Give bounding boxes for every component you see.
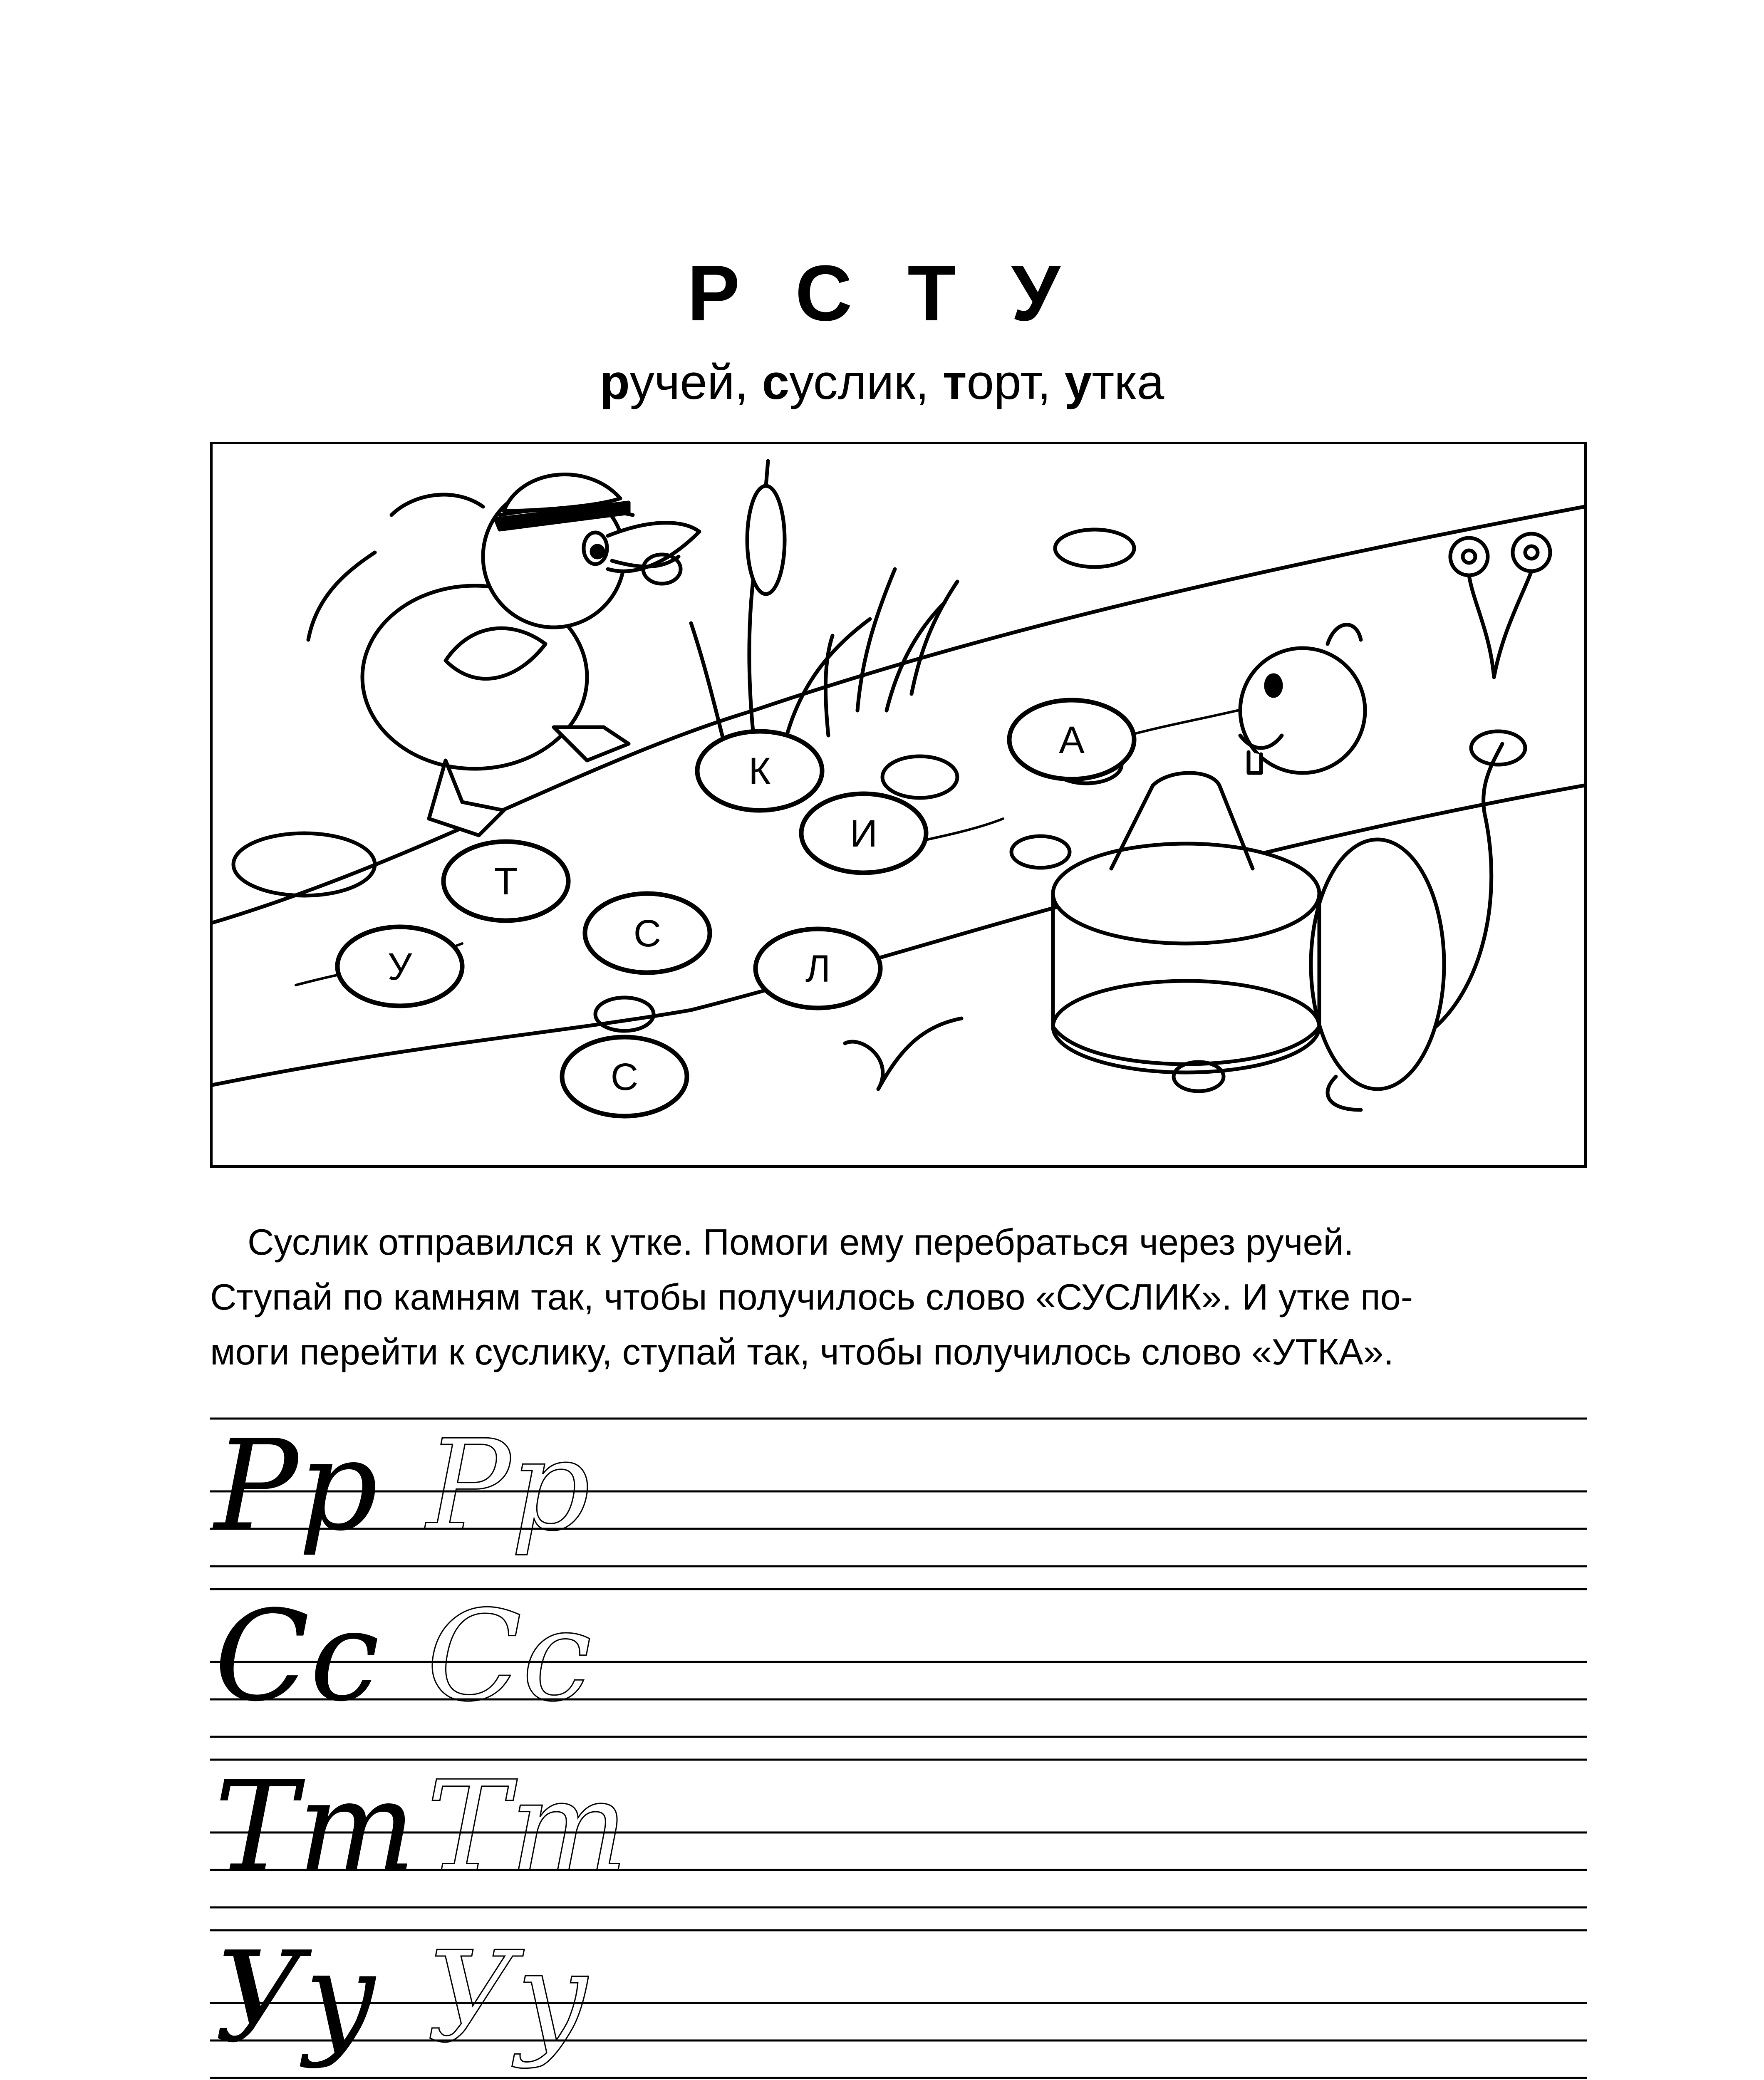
cursive-trace-letters: Сс <box>426 1584 592 1729</box>
cursive-sample-letters: Тт <box>214 1754 416 1899</box>
stream-illustration <box>213 444 1584 1165</box>
reeds <box>691 461 957 744</box>
stone-2 <box>1009 700 1134 779</box>
instruction-line-1: Суслик отправился к утке. Помоги ему перебраться через ручей. <box>248 1221 1354 1263</box>
stone-letter: Л <box>805 948 831 990</box>
stone-7 <box>756 929 880 1008</box>
subtitle-word-1: ручей <box>600 355 735 410</box>
subtitle-word-3: торт <box>942 355 1038 410</box>
stone-letter: А <box>1059 719 1085 761</box>
stone-letter: С <box>610 1056 639 1098</box>
subtitle-word-2: суслик <box>762 355 916 410</box>
task-instructions <box>210 1215 1587 1379</box>
page-subtitle: ручей, суслик, торт, утка <box>600 355 1164 410</box>
stone-letter: К <box>748 750 771 792</box>
stone-5 <box>585 894 710 973</box>
copybook-lines <box>210 1406 1587 2080</box>
copybook-practice <box>210 1406 1587 2080</box>
stone-3 <box>801 794 926 873</box>
cursive-sample-letters: Сс <box>214 1584 380 1729</box>
stone-1 <box>697 731 822 810</box>
stone-4 <box>443 842 568 921</box>
cursive-trace-letters: Тт <box>426 1754 628 1899</box>
stone-6 <box>337 927 462 1006</box>
illustration-frame <box>210 442 1587 1168</box>
stone-letter: С <box>633 912 662 955</box>
stone-letter: Т <box>494 860 518 903</box>
page-title: Р С Т У <box>687 249 1077 337</box>
cursive-trace-letters: Уу <box>426 1925 589 2070</box>
instruction-line-3: моги перейти к суслику, ступай так, чтобы получилось слово «УТКА». <box>210 1331 1394 1372</box>
stone-letter: У <box>387 946 412 988</box>
cursive-trace-letters: Рр <box>426 1413 590 1558</box>
cake-drawing <box>1053 773 1319 1072</box>
stone-letter: И <box>850 812 878 855</box>
subtitle-word-4: утка <box>1064 355 1164 410</box>
stone-8 <box>562 1037 687 1116</box>
instruction-line-2: Ступай по камням так, чтобы получилось слово «СУСЛИК». И утке по- <box>210 1276 1413 1317</box>
cursive-sample-letters: Уу <box>214 1925 377 2070</box>
duck-drawing <box>308 475 699 835</box>
cursive-sample-letters: Рр <box>214 1413 378 1558</box>
